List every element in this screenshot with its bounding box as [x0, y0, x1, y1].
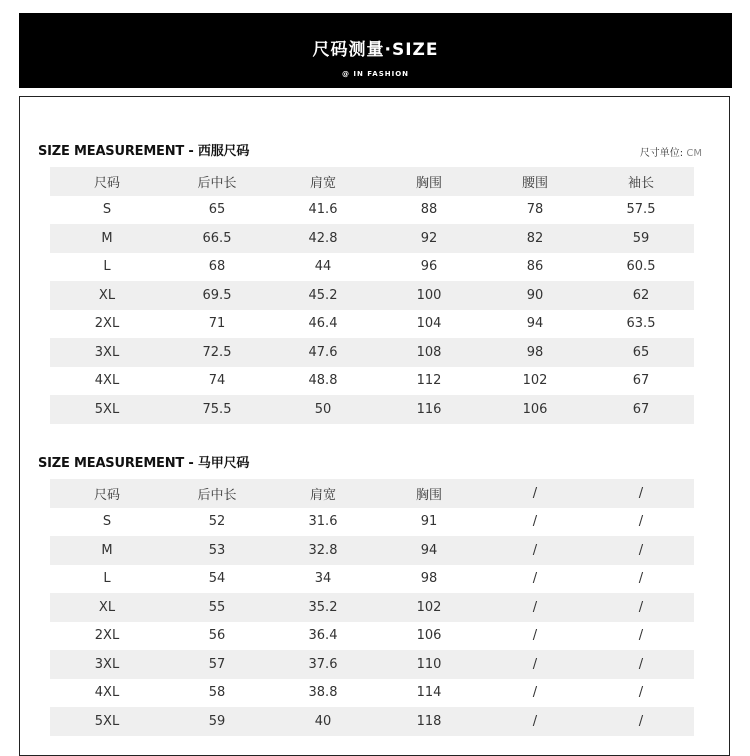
table-cell: / — [588, 622, 694, 651]
table-cell: 98 — [376, 565, 482, 594]
table-cell: L — [50, 253, 164, 282]
table-cell: / — [482, 650, 588, 679]
table-cell: 67 — [588, 395, 694, 424]
table-row — [50, 679, 694, 708]
unit-value: CM — [686, 148, 702, 159]
table-cell: 102 — [482, 367, 588, 396]
table-cell: 53 — [164, 536, 270, 565]
table-cell: / — [588, 593, 694, 622]
table-cell: 31.6 — [270, 508, 376, 537]
table-cell: 38.8 — [270, 679, 376, 708]
table-cell: 66.5 — [164, 224, 270, 253]
header-cell: / — [482, 479, 588, 508]
banner-subtitle: @ IN FASHION — [341, 70, 410, 78]
table-cell: 32.8 — [270, 536, 376, 565]
vest-size-table — [50, 479, 694, 736]
table-cell: 62 — [588, 281, 694, 310]
table-cell: / — [588, 508, 694, 537]
table-row — [50, 224, 694, 253]
header-cell: 袖长 — [588, 167, 694, 196]
table-cell: 96 — [376, 253, 482, 282]
table-row — [50, 622, 694, 651]
table-cell: 2XL — [50, 622, 164, 651]
table-header-row — [50, 479, 694, 508]
table-cell: 46.4 — [270, 310, 376, 339]
header-cell: 肩宽 — [270, 479, 376, 508]
table-cell: 37.6 — [270, 650, 376, 679]
table-row — [50, 508, 694, 537]
banner-title: 尺码测量·SIZE — [312, 40, 439, 60]
table-cell: 54 — [164, 565, 270, 594]
unit-label-text: 尺寸单位: — [639, 148, 684, 159]
table-row — [50, 565, 694, 594]
table-cell: 48.8 — [270, 367, 376, 396]
table-cell: 98 — [482, 338, 588, 367]
table-cell: 75.5 — [164, 395, 270, 424]
header-cell: 后中长 — [164, 479, 270, 508]
table-row — [50, 593, 694, 622]
header-cell: 腰围 — [482, 167, 588, 196]
table-cell: / — [482, 679, 588, 708]
table-cell: 47.6 — [270, 338, 376, 367]
table-row — [50, 395, 694, 424]
table-cell: 57.5 — [588, 196, 694, 225]
table-cell: 4XL — [50, 367, 164, 396]
table-cell: 50 — [270, 395, 376, 424]
table-cell: 65 — [164, 196, 270, 225]
table-cell: 94 — [482, 310, 588, 339]
table-cell: 94 — [376, 536, 482, 565]
header-cell: / — [588, 479, 694, 508]
table-cell: 106 — [482, 395, 588, 424]
header-banner — [19, 13, 732, 88]
table-cell: 118 — [376, 707, 482, 736]
table-cell: / — [588, 679, 694, 708]
table-cell: L — [50, 565, 164, 594]
suit-section-title: SIZE MEASUREMENT - 西服尺码 — [38, 144, 250, 159]
table-cell: XL — [50, 281, 164, 310]
table-cell: 56 — [164, 622, 270, 651]
table-row — [50, 281, 694, 310]
table-cell: 68 — [164, 253, 270, 282]
table-row — [50, 338, 694, 367]
table-row — [50, 253, 694, 282]
table-cell: 35.2 — [270, 593, 376, 622]
table-cell: 65 — [588, 338, 694, 367]
table-cell: / — [588, 565, 694, 594]
table-cell: 45.2 — [270, 281, 376, 310]
table-cell: / — [588, 536, 694, 565]
table-cell: 57 — [164, 650, 270, 679]
table-cell: 60.5 — [588, 253, 694, 282]
header-cell: 尺码 — [50, 167, 164, 196]
table-cell: / — [482, 508, 588, 537]
table-row — [50, 367, 694, 396]
table-cell: 4XL — [50, 679, 164, 708]
table-cell: / — [482, 565, 588, 594]
table-cell: 100 — [376, 281, 482, 310]
table-cell: 55 — [164, 593, 270, 622]
table-cell: M — [50, 224, 164, 253]
table-cell: 71 — [164, 310, 270, 339]
table-cell: 74 — [164, 367, 270, 396]
header-cell: 后中长 — [164, 167, 270, 196]
table-cell: 116 — [376, 395, 482, 424]
table-row — [50, 536, 694, 565]
table-cell: / — [588, 650, 694, 679]
table-cell: / — [588, 707, 694, 736]
table-cell: 69.5 — [164, 281, 270, 310]
table-header-row — [50, 167, 694, 196]
table-cell: 102 — [376, 593, 482, 622]
table-cell: 72.5 — [164, 338, 270, 367]
table-cell: 67 — [588, 367, 694, 396]
table-cell: 91 — [376, 508, 482, 537]
unit-label — [640, 144, 702, 159]
table-cell: 108 — [376, 338, 482, 367]
table-cell: 90 — [482, 281, 588, 310]
table-cell: 59 — [164, 707, 270, 736]
table-row — [50, 707, 694, 736]
table-cell: 58 — [164, 679, 270, 708]
table-cell: 3XL — [50, 650, 164, 679]
table-cell: 40 — [270, 707, 376, 736]
table-row — [50, 650, 694, 679]
table-cell: 44 — [270, 253, 376, 282]
table-cell: 88 — [376, 196, 482, 225]
table-cell: / — [482, 707, 588, 736]
table-cell: 63.5 — [588, 310, 694, 339]
table-cell: 92 — [376, 224, 482, 253]
header-cell: 尺码 — [50, 479, 164, 508]
table-cell: 86 — [482, 253, 588, 282]
table-cell: 42.8 — [270, 224, 376, 253]
table-cell: 114 — [376, 679, 482, 708]
table-cell: M — [50, 536, 164, 565]
table-cell: / — [482, 593, 588, 622]
table-row — [50, 196, 694, 225]
table-cell: 41.6 — [270, 196, 376, 225]
header-cell: 胸围 — [376, 479, 482, 508]
table-cell: 5XL — [50, 395, 164, 424]
table-cell: / — [482, 622, 588, 651]
table-cell: 104 — [376, 310, 482, 339]
table-cell: 36.4 — [270, 622, 376, 651]
table-cell: XL — [50, 593, 164, 622]
table-cell: / — [482, 536, 588, 565]
table-cell: 34 — [270, 565, 376, 594]
table-cell: 106 — [376, 622, 482, 651]
table-cell: 52 — [164, 508, 270, 537]
vest-section-title: SIZE MEASUREMENT - 马甲尺码 — [38, 456, 250, 471]
table-cell: 59 — [588, 224, 694, 253]
table-cell: S — [50, 196, 164, 225]
suit-size-table — [50, 167, 694, 424]
header-cell: 胸围 — [376, 167, 482, 196]
table-cell: 110 — [376, 650, 482, 679]
table-cell: 2XL — [50, 310, 164, 339]
table-row — [50, 310, 694, 339]
header-cell: 肩宽 — [270, 167, 376, 196]
table-cell: 78 — [482, 196, 588, 225]
table-cell: 82 — [482, 224, 588, 253]
table-cell: S — [50, 508, 164, 537]
table-cell: 3XL — [50, 338, 164, 367]
table-cell: 112 — [376, 367, 482, 396]
table-cell: 5XL — [50, 707, 164, 736]
